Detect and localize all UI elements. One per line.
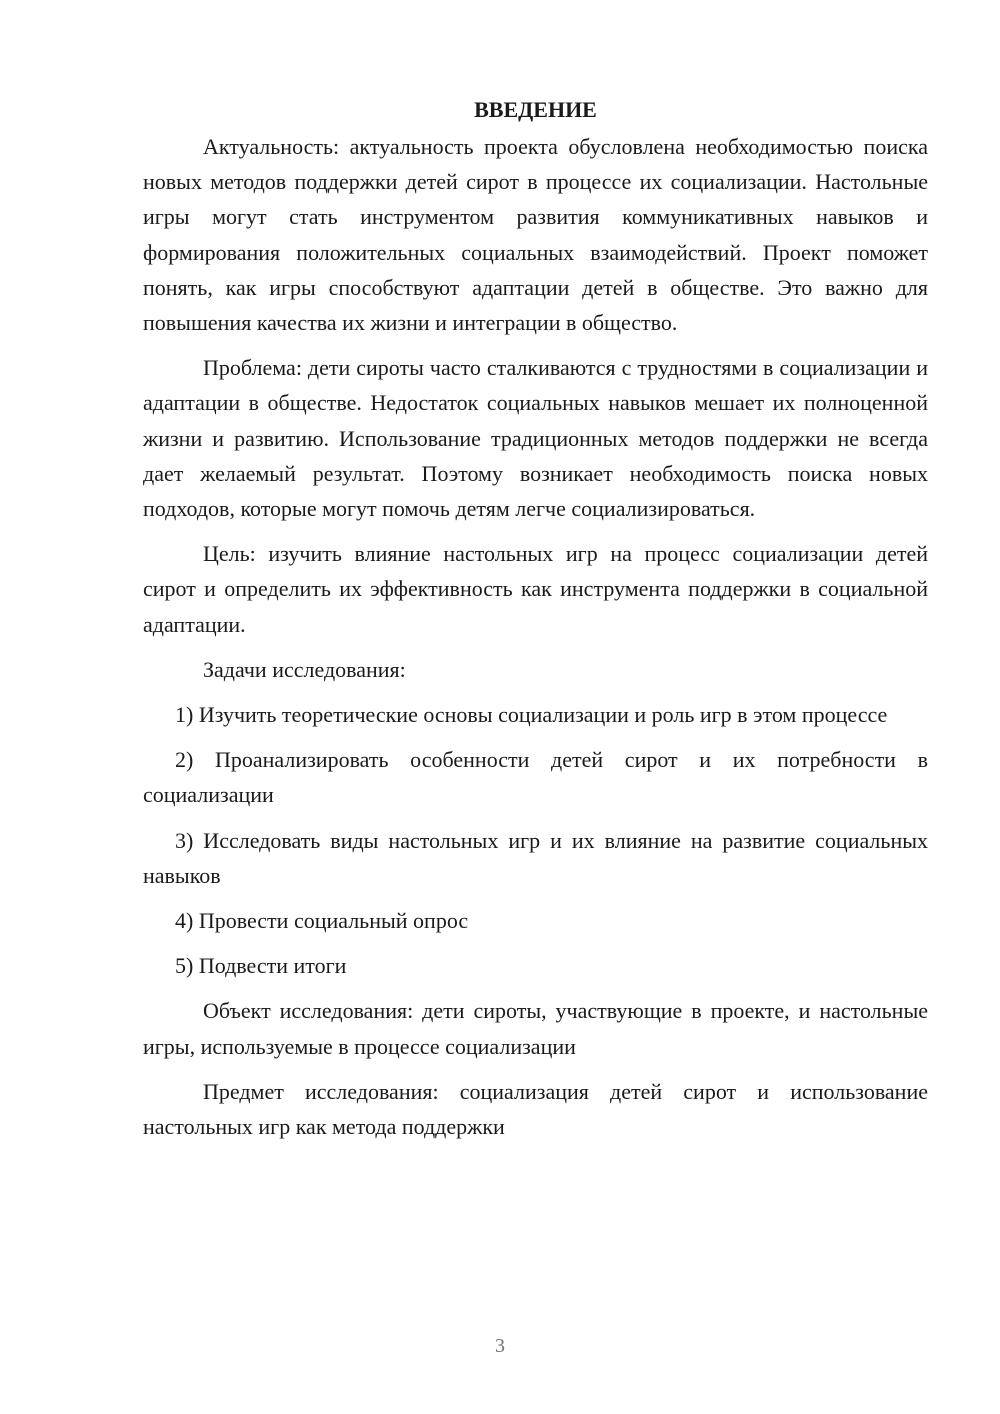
task-item-1: 1) Изучить теоретические основы социализации и роль игр в этом процессе [175, 702, 888, 728]
section-heading: ВВЕДЕНИЕ [474, 97, 597, 122]
task-item-4: 4) Провести социальный опрос [175, 908, 469, 934]
goal-paragraph: Цель: изучить влияние настольных игр на процесс социализации детей сирот и определить их эффективность как инструмента поддержки в социальной адаптации. [143, 541, 928, 637]
task-item-3: 3) Исследовать виды настольных игр и их влияние на развитие социальных навыков [143, 827, 928, 888]
page-number: 3 [495, 1335, 505, 1357]
tasks-list [143, 697, 928, 983]
task-item-2: 2) Проанализировать особенности детей сирот и их потребности в социализации [143, 747, 928, 808]
subject-paragraph: Предмет исследования: социализация детей сирот и использование настольных игр как метода поддержки [143, 1078, 928, 1140]
task-item-5: 5) Подвести итоги [175, 953, 347, 979]
tasks-intro: Задачи исследования: [203, 656, 406, 682]
problem-paragraph: Проблема: дети сироты часто сталкиваются с трудностями в социализации и адаптации в обществе. Недостаток социальных навыков мешает их полноценной жизни и развитию. Использование традиционных методов поддержки не всегда дает желаемый результат. Поэтому возникает необходимость поиска новых подходов, которые могут помочь детям легче социализироваться. [143, 355, 928, 522]
object-paragraph: Объект исследования: дети сироты, участвующие в проекте, и настольные игры, используемые в процессе социализации [143, 998, 928, 1059]
document-page [143, 92, 928, 1154]
relevance-paragraph: Актуальность: актуальность проекта обусловлена необходимостью поиска новых методов поддержки детей сирот в процессе их социализации. Настольные игры могут стать инструментом развития коммуникативных навыков и формирования положительных социальных взаимодействий. Проект поможет понять, как игры способствуют адаптации детей в обществе. Это важно для повышения качества их жизни и интеграции в общество. [143, 134, 928, 336]
